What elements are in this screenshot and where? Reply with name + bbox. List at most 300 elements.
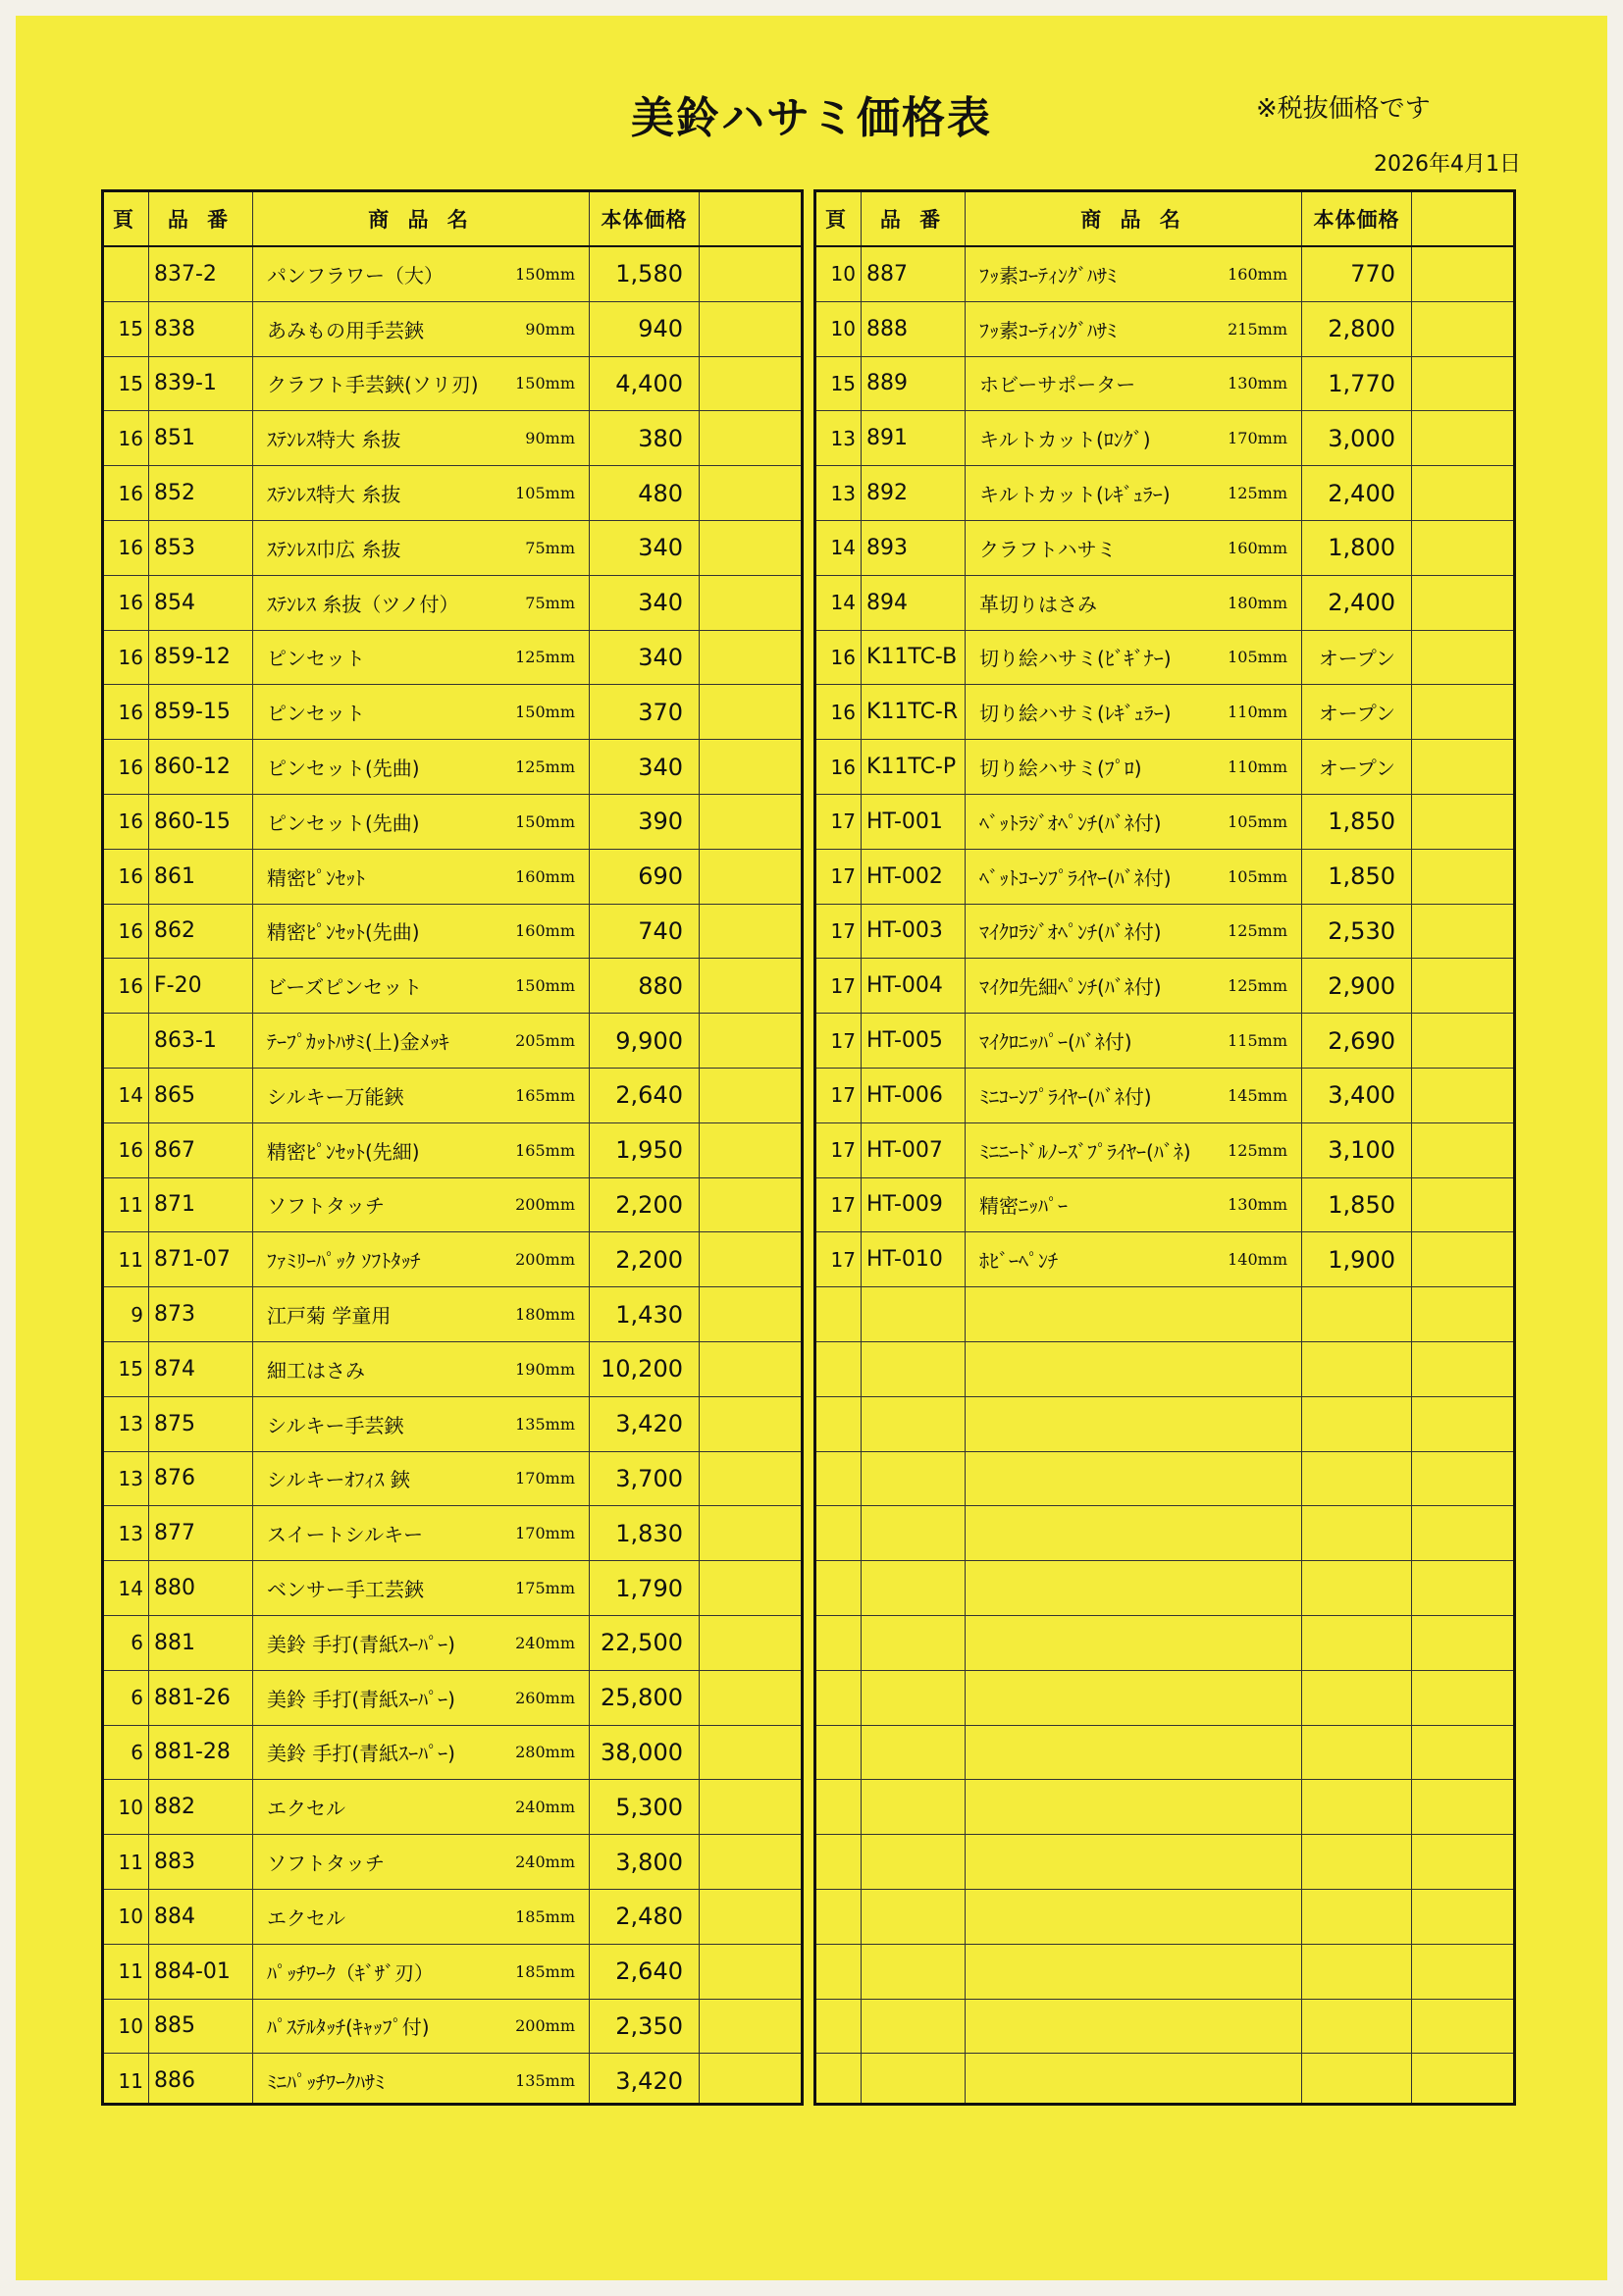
table-row [104, 1178, 801, 1233]
header-extra [700, 192, 801, 245]
row-price: 9,900 [590, 1014, 700, 1068]
row-page: 13 [816, 466, 862, 520]
row-extra [700, 521, 801, 575]
row-price: 340 [590, 631, 700, 685]
row-extra [1412, 1835, 1513, 1889]
row-extra [1412, 1069, 1513, 1122]
row-code: 874 [149, 1342, 253, 1396]
row-name-cell [966, 2054, 1302, 2106]
row-code: HT-010 [862, 1232, 966, 1286]
row-price: 5,300 [590, 1780, 700, 1834]
table-row [816, 521, 1513, 576]
row-extra [1412, 1397, 1513, 1451]
row-name: ベンサー手工芸鋏 [267, 1578, 424, 1602]
row-name-cell [253, 1890, 590, 1944]
row-page: 15 [104, 357, 149, 411]
row-name-cell [966, 1506, 1302, 1560]
row-name-cell [966, 247, 1302, 301]
table-row [816, 302, 1513, 357]
row-code [862, 1945, 966, 1999]
row-price: 2,200 [590, 1232, 700, 1286]
row-price: 3,400 [1302, 1069, 1412, 1122]
left-price-table [101, 189, 804, 2106]
row-code: K11TC-R [862, 685, 966, 739]
row-page: 17 [816, 1069, 862, 1122]
table-row [104, 1452, 801, 1507]
row-page: 17 [816, 959, 862, 1013]
row-size: 160mm [515, 866, 575, 886]
row-page: 13 [816, 411, 862, 465]
row-price: 2,800 [1302, 302, 1412, 356]
row-price: 1,580 [590, 247, 700, 301]
row-code: 867 [149, 1123, 253, 1177]
row-size: 160mm [1228, 538, 1287, 557]
row-name-cell [253, 357, 590, 411]
table-row [104, 521, 801, 576]
row-price: 390 [590, 795, 700, 849]
row-code: 893 [862, 521, 966, 575]
row-name-cell [966, 1452, 1302, 1506]
header-name: 商 品 名 [253, 192, 590, 245]
row-code: HT-006 [862, 1069, 966, 1122]
row-price [1302, 1780, 1412, 1834]
row-extra [700, 1342, 801, 1396]
row-price: 3,100 [1302, 1123, 1412, 1177]
table-row [816, 740, 1513, 795]
row-price: 1,770 [1302, 357, 1412, 411]
row-name-cell [253, 1726, 590, 1780]
row-name-cell [253, 1014, 590, 1068]
table-row [816, 1671, 1513, 1726]
row-name-cell [253, 2000, 590, 2054]
row-size: 90mm [525, 429, 575, 448]
row-name-cell [966, 1014, 1302, 1068]
row-extra [1412, 1232, 1513, 1286]
row-extra [1412, 1123, 1513, 1177]
table-row [104, 1726, 801, 1781]
table-row [104, 2000, 801, 2055]
table-header [816, 192, 1513, 247]
table-row [816, 1616, 1513, 1671]
row-name-cell [966, 1069, 1302, 1122]
table-row [104, 1232, 801, 1287]
row-name-cell [966, 411, 1302, 465]
row-extra [1412, 1671, 1513, 1725]
row-code: 884 [149, 1890, 253, 1944]
row-size: 110mm [1228, 703, 1287, 722]
row-name-cell [253, 1069, 590, 1122]
row-name-cell [966, 1342, 1302, 1396]
row-page: 9 [104, 1287, 149, 1341]
table-row [816, 1014, 1513, 1069]
row-page: 11 [104, 1835, 149, 1889]
row-name-cell [253, 1506, 590, 1560]
row-page [816, 1452, 862, 1506]
table-row [816, 1890, 1513, 1945]
row-code [862, 2000, 966, 2054]
row-price: 4,400 [590, 357, 700, 411]
row-price: 3,000 [1302, 411, 1412, 465]
row-extra [700, 1452, 801, 1506]
row-extra [1412, 685, 1513, 739]
row-page: 16 [104, 1123, 149, 1177]
table-row [816, 685, 1513, 740]
row-name-cell [253, 466, 590, 520]
row-page: 11 [104, 2054, 149, 2106]
row-name-cell [966, 357, 1302, 411]
row-price [1302, 1561, 1412, 1615]
row-code: 865 [149, 1069, 253, 1122]
row-name-cell [253, 1287, 590, 1341]
row-name-cell [966, 905, 1302, 959]
row-name: 美鈴 手打(青紙ｽｰﾊﾟｰ) [267, 1742, 455, 1766]
row-name: ﾌｯ素ｺｰﾃｨﾝｸﾞﾊｻﾐ [979, 318, 1117, 342]
row-extra [1412, 1561, 1513, 1615]
row-name: ソフトタッチ [267, 1852, 385, 1875]
row-name: 精密ﾋﾟﾝｾｯﾄ(先曲) [267, 920, 420, 945]
table-header [104, 192, 801, 247]
row-size: 165mm [515, 1140, 575, 1160]
row-name-cell [253, 1616, 590, 1670]
table-row [104, 1342, 801, 1397]
row-name: ﾍﾞｯﾄﾗｼﾞｵﾍﾟﾝﾁ(ﾊﾞﾈ付) [979, 810, 1162, 835]
row-code: 894 [862, 576, 966, 630]
row-size: 175mm [515, 1579, 575, 1598]
row-name-cell [966, 1561, 1302, 1615]
row-name: ﾏｲｸﾛﾗｼﾞｵﾍﾟﾝﾁ(ﾊﾞﾈ付) [979, 920, 1162, 945]
row-price [1302, 1397, 1412, 1451]
row-code: 859-15 [149, 685, 253, 739]
row-extra [1412, 1452, 1513, 1506]
row-code: HT-003 [862, 905, 966, 959]
row-name: 江戸菊 学童用 [267, 1304, 392, 1329]
row-code: K11TC-B [862, 631, 966, 685]
table-row [816, 576, 1513, 631]
table-row [816, 1287, 1513, 1342]
row-code: 885 [149, 2000, 253, 2054]
row-page [816, 1397, 862, 1451]
row-price: 1,790 [590, 1561, 700, 1615]
row-extra [700, 631, 801, 685]
row-name: ﾏｲｸﾛﾆｯﾊﾟｰ(ﾊﾞﾈ付) [979, 1030, 1132, 1055]
table-row [816, 2054, 1513, 2106]
row-page: 16 [104, 685, 149, 739]
row-extra [700, 1726, 801, 1780]
row-price: 2,400 [1302, 466, 1412, 520]
row-name: 美鈴 手打(青紙ｽｰﾊﾟｰ) [267, 1687, 455, 1711]
row-page: 14 [104, 1561, 149, 1615]
row-name: パンフラワー（大） [267, 263, 444, 287]
table-row [816, 1232, 1513, 1287]
row-size: 160mm [515, 921, 575, 941]
row-page: 17 [816, 1232, 862, 1286]
row-name-cell [253, 411, 590, 465]
row-name: ｽﾃﾝﾚｽ 糸抜（ツノ付） [267, 592, 459, 616]
table-row [816, 1726, 1513, 1781]
table-row [104, 1397, 801, 1452]
row-size: 75mm [525, 593, 575, 612]
row-price: 2,690 [1302, 1014, 1412, 1068]
row-extra [1412, 302, 1513, 356]
row-name-cell [966, 959, 1302, 1013]
row-code: K11TC-P [862, 740, 966, 794]
row-size: 130mm [1228, 1195, 1287, 1215]
row-code [862, 1780, 966, 1834]
row-extra [700, 959, 801, 1013]
row-name: エクセル [267, 1905, 345, 1930]
header-page: 頁 [816, 192, 862, 245]
table-row [104, 1069, 801, 1123]
row-extra [700, 1780, 801, 1834]
row-name-cell [966, 1671, 1302, 1725]
row-page [816, 1287, 862, 1341]
row-name-cell [253, 521, 590, 575]
row-code: 891 [862, 411, 966, 465]
table-row [104, 685, 801, 740]
issue-date: 2026年4月1日 [1374, 152, 1521, 177]
row-name: ピンセット [267, 702, 365, 726]
table-row [104, 411, 801, 466]
row-extra [1412, 1342, 1513, 1396]
row-size: 125mm [1228, 976, 1287, 996]
row-page: 11 [104, 1178, 149, 1232]
row-page: 14 [816, 576, 862, 630]
row-code: 853 [149, 521, 253, 575]
row-code [862, 1506, 966, 1560]
row-price: 480 [590, 466, 700, 520]
row-name: ﾐﾆｺｰﾝﾌﾟﾗｲﾔｰ(ﾊﾞﾈ付) [979, 1084, 1152, 1109]
row-name-cell [966, 685, 1302, 739]
row-name-cell [966, 740, 1302, 794]
row-code [862, 1397, 966, 1451]
row-page: 15 [816, 357, 862, 411]
row-page [816, 1561, 862, 1615]
row-code [862, 2054, 966, 2106]
row-name-cell [966, 1123, 1302, 1177]
table-row [816, 1069, 1513, 1123]
row-name-cell [966, 1890, 1302, 1944]
table-row [104, 1506, 801, 1561]
table-row [104, 1616, 801, 1671]
row-name-cell [253, 1945, 590, 1999]
row-code: 839-1 [149, 357, 253, 411]
row-price: オープン [1302, 740, 1412, 794]
row-extra [1412, 795, 1513, 849]
table-row [816, 1397, 1513, 1452]
row-page: 11 [104, 1232, 149, 1286]
table-row [816, 411, 1513, 466]
table-row [816, 466, 1513, 521]
header-code: 品 番 [862, 192, 966, 245]
row-price: 340 [590, 521, 700, 575]
row-name-cell [966, 1232, 1302, 1286]
row-name: ピンセット(先曲) [267, 757, 420, 781]
row-name: シルキー手芸鋏 [267, 1413, 404, 1437]
table-row [104, 1671, 801, 1726]
row-page: 10 [816, 302, 862, 356]
row-extra [700, 2000, 801, 2054]
row-name: ﾃｰﾌﾟｶｯﾄﾊｻﾐ(上)金ﾒｯｷ [267, 1030, 449, 1055]
row-page: 10 [104, 2000, 149, 2054]
row-price: 1,430 [590, 1287, 700, 1341]
row-code: HT-007 [862, 1123, 966, 1177]
row-name: ﾍﾞｯﾄｺｰﾝﾌﾟﾗｲﾔｰ(ﾊﾞﾈ付) [979, 865, 1172, 890]
row-name-cell [253, 631, 590, 685]
row-price: 690 [590, 850, 700, 904]
row-price: 3,420 [590, 1397, 700, 1451]
row-name: ｽﾃﾝﾚｽ特大 糸抜 [267, 428, 401, 452]
row-extra [1412, 850, 1513, 904]
row-price: 3,800 [590, 1835, 700, 1889]
row-extra [700, 1890, 801, 1944]
row-name-cell [966, 576, 1302, 630]
row-extra [700, 1397, 801, 1451]
row-code [862, 1616, 966, 1670]
row-name: ｽﾃﾝﾚｽ巾広 糸抜 [267, 537, 401, 561]
table-row [104, 1945, 801, 2000]
row-size: 205mm [515, 1031, 575, 1051]
row-extra [1412, 411, 1513, 465]
row-size: 75mm [525, 538, 575, 557]
row-size: 110mm [1228, 757, 1287, 777]
table-row [104, 1835, 801, 1890]
row-price: 1,950 [590, 1123, 700, 1177]
row-size: 125mm [1228, 484, 1287, 503]
row-code: 880 [149, 1561, 253, 1615]
row-code: 860-15 [149, 795, 253, 849]
row-name-cell [966, 631, 1302, 685]
row-page: 16 [104, 631, 149, 685]
row-code: 851 [149, 411, 253, 465]
table-row [104, 2054, 801, 2106]
row-page: 16 [104, 466, 149, 520]
row-extra [700, 1835, 801, 1889]
row-page: 16 [104, 740, 149, 794]
row-size: 140mm [1228, 1250, 1287, 1270]
row-name-cell [253, 1232, 590, 1286]
row-name: ソフトタッチ [267, 1194, 385, 1219]
row-code: HT-004 [862, 959, 966, 1013]
row-name-cell [966, 795, 1302, 849]
row-size: 125mm [515, 757, 575, 777]
row-size: 105mm [1228, 648, 1287, 667]
row-extra [700, 2054, 801, 2106]
row-name-cell [253, 1123, 590, 1177]
row-page [816, 2000, 862, 2054]
table-row [816, 1835, 1513, 1890]
table-row [104, 357, 801, 412]
row-size: 125mm [1228, 1140, 1287, 1160]
row-name: ﾌｯ素ｺｰﾃｨﾝｸﾞﾊｻﾐ [979, 263, 1117, 287]
row-extra [700, 302, 801, 356]
row-name: キルトカット(ﾛﾝｸﾞ) [979, 428, 1151, 452]
row-size: 135mm [515, 1414, 575, 1434]
row-size: 135mm [515, 2071, 575, 2091]
row-extra [700, 1671, 801, 1725]
row-price: 2,400 [1302, 576, 1412, 630]
row-size: 260mm [515, 1688, 575, 1707]
row-code: 871 [149, 1178, 253, 1232]
row-price: 2,530 [1302, 905, 1412, 959]
row-extra [700, 247, 801, 301]
row-code: 852 [149, 466, 253, 520]
row-name: 精密ﾆｯﾊﾟｰ [979, 1194, 1068, 1219]
row-price: 1,850 [1302, 795, 1412, 849]
row-name-cell [966, 1397, 1302, 1451]
row-price: 2,640 [590, 1945, 700, 1999]
table-row [104, 795, 801, 850]
row-price [1302, 2054, 1412, 2106]
row-page: 10 [104, 1890, 149, 1944]
row-code [862, 1726, 966, 1780]
row-price [1302, 1945, 1412, 1999]
row-size: 145mm [1228, 1085, 1287, 1105]
row-name: ﾎﾋﾞｰﾍﾟﾝﾁ [979, 1249, 1058, 1274]
row-price [1302, 1287, 1412, 1341]
row-extra [1412, 631, 1513, 685]
row-page: 10 [816, 247, 862, 301]
row-name: ホビーサポーター [979, 373, 1136, 397]
row-page [104, 247, 149, 301]
row-code: 888 [862, 302, 966, 356]
row-price [1302, 2000, 1412, 2054]
row-page [816, 1671, 862, 1725]
row-price: 38,000 [590, 1726, 700, 1780]
tax-note: ※税抜価格です [1256, 94, 1431, 124]
row-size: 90mm [525, 319, 575, 339]
row-name: 切り絵ハサミ(ﾌﾟﾛ) [979, 757, 1142, 781]
row-code: 889 [862, 357, 966, 411]
row-name-cell [966, 1616, 1302, 1670]
row-size: 160mm [1228, 264, 1287, 284]
row-page: 13 [104, 1506, 149, 1560]
row-code [862, 1890, 966, 1944]
table-row [104, 850, 801, 905]
row-page: 16 [104, 576, 149, 630]
row-size: 165mm [515, 1085, 575, 1105]
row-extra [1412, 247, 1513, 301]
row-code: 881-26 [149, 1671, 253, 1725]
row-price [1302, 1890, 1412, 1944]
table-row [816, 1342, 1513, 1397]
row-page [816, 1616, 862, 1670]
row-size: 130mm [1228, 374, 1287, 393]
row-extra [700, 1123, 801, 1177]
row-name: エクセル [267, 1797, 345, 1821]
row-page: 17 [816, 905, 862, 959]
row-size: 105mm [1228, 811, 1287, 831]
row-code: 876 [149, 1452, 253, 1506]
row-code: 877 [149, 1506, 253, 1560]
row-price: 2,900 [1302, 959, 1412, 1013]
row-size: 105mm [515, 484, 575, 503]
row-code: 892 [862, 466, 966, 520]
row-page: 16 [104, 850, 149, 904]
row-page: 16 [104, 521, 149, 575]
row-name-cell [253, 905, 590, 959]
row-name: ピンセット [267, 647, 365, 671]
row-extra [700, 1945, 801, 1999]
row-code: 871-07 [149, 1232, 253, 1286]
row-page: 6 [104, 1616, 149, 1670]
row-price: 1,830 [590, 1506, 700, 1560]
row-price: 2,200 [590, 1178, 700, 1232]
row-page [816, 2054, 862, 2106]
row-page: 13 [104, 1452, 149, 1506]
row-extra [700, 850, 801, 904]
row-size: 200mm [515, 1250, 575, 1270]
row-name: シルキー万能鋏 [267, 1084, 404, 1109]
